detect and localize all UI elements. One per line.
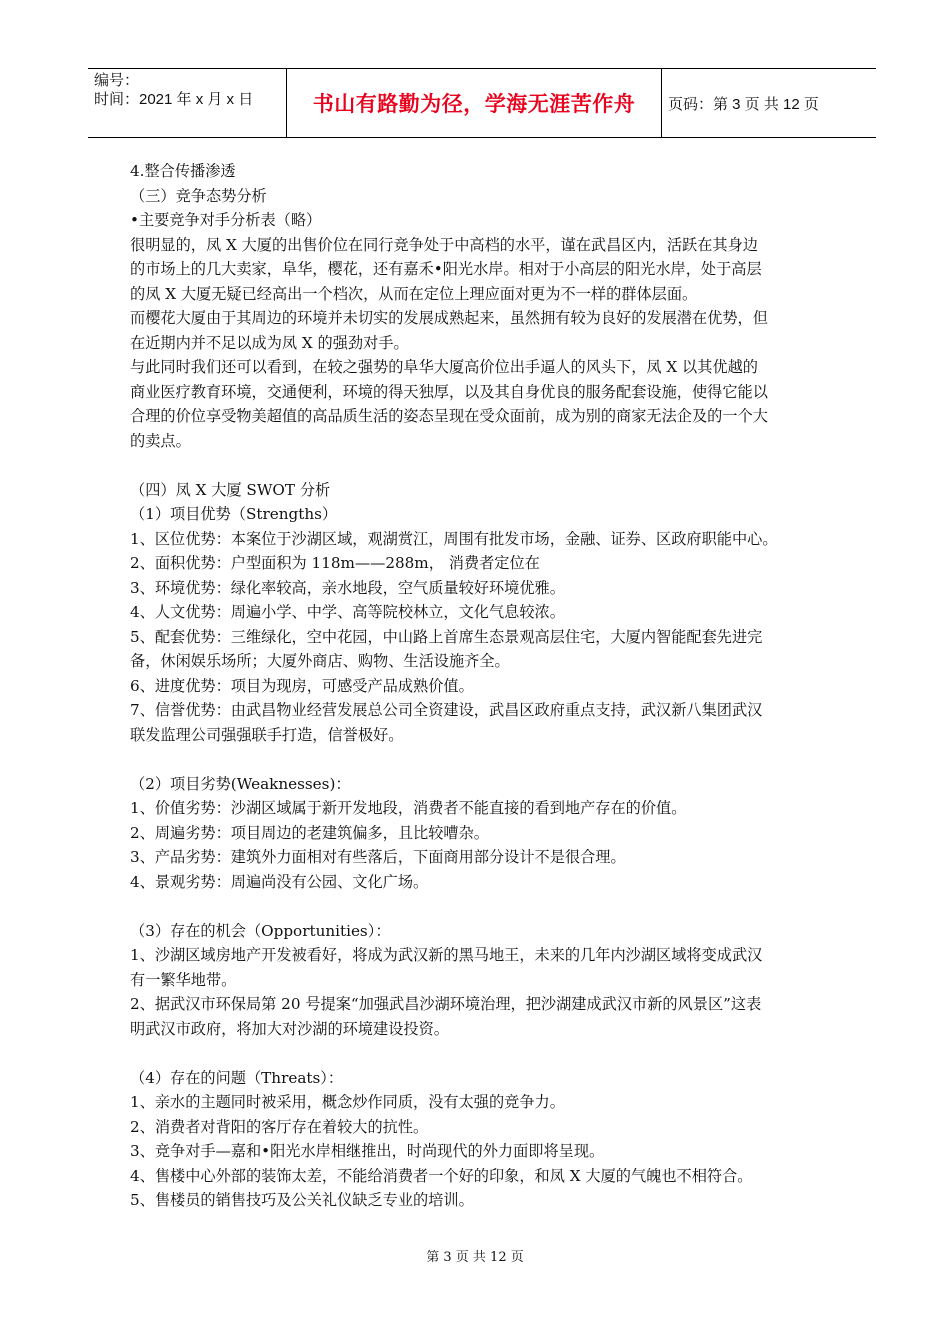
- text-line: 与此同时我们还可以看到，在较之强势的阜华大厦高价位出手逼人的风头下，凤 X 以其优越的: [130, 358, 758, 376]
- text-line: 6、进度优势：项目为现房，可感受产品成熟价值。: [130, 676, 474, 695]
- text-line: 1、价值劣势：沙湖区域属于新开发地段，消费者不能直接的看到地产存在的价值。: [130, 799, 687, 817]
- body-text: [130, 159, 836, 1213]
- text-line: 的凤 X 大厦无疑已经高出一个档次，从而在定位上理应面对更为不一样的群体层面。: [130, 284, 698, 303]
- text-line: （三）竞争态势分析: [130, 186, 267, 205]
- blank-line: [130, 747, 836, 772]
- text-line: 5、售楼员的销售技巧及公关礼仪缺乏专业的培训。: [130, 1191, 474, 1209]
- text-line: （3）存在的机会（Opportunities）：: [130, 921, 391, 940]
- text-line: 2、面积优势：户型面积为 118m——288m， 消费者定位在: [130, 554, 540, 572]
- text-line: 5、配套优势：三维绿化，空中花园，中山路上首席生态景观高层住宅，大厦内智能配套先进完: [130, 627, 763, 646]
- text-line: （四）凤 X 大厦 SWOT 分析: [130, 480, 331, 499]
- text-line: 的市场上的几大卖家，阜华，樱花，还有嘉禾•阳光水岸。相对于小高层的阳光水岸，处于高层: [130, 260, 762, 278]
- text-line: 4.整合传播渗透: [130, 162, 236, 180]
- blank-line: [130, 894, 836, 919]
- text-line: 4、景观劣势：周遍尚没有公园、文化广场。: [130, 872, 429, 891]
- text-line: 1、沙湖区域房地产开发被看好，将成为武汉新的黑马地王，未来的几年内沙湖区域将变成武汉: [130, 946, 763, 964]
- header-meta: [94, 71, 284, 109]
- header-page-number: 页码：第 3 页 共 12 页: [668, 95, 819, 113]
- text-line: （2）项目劣势(Weaknesses)：: [130, 774, 351, 793]
- text-line: 2、据武汉市环保局第 20 号提案“加强武昌沙湖环境治理，把沙湖建成武汉市新的风景区”这表: [130, 995, 762, 1013]
- text-line: 商业医疗教育环境，交通便利，环境的得天独厚，以及其自身优良的服务配套设施，使得它能以: [130, 382, 768, 401]
- page-header: [88, 68, 876, 138]
- text-line: 很明显的，凤 X 大厦的出售价位在同行竞争处于中高档的水平，谨在武昌区内，活跃在其身边: [130, 235, 758, 254]
- text-line: 1、区位优势：本案位于沙湖区域，观湖赏江，周围有批发市场，金融、证券、区政府职能中心。: [130, 529, 778, 548]
- text-line: 备，休闲娱乐场所；大厦外商店、购物、生活设施齐全。: [130, 652, 510, 670]
- header-motto-cell: [286, 69, 662, 137]
- text-line: 的卖点。: [130, 431, 191, 450]
- text-line: 1、亲水的主题同时被采用，概念炒作同质，没有太强的竞争力。: [130, 1093, 565, 1111]
- text-line: 在近期内并不足以成为凤 X 的强劲对手。: [130, 333, 409, 352]
- text-line: 而樱花大厦由于其周边的环境并未切实的发展成熟起来，虽然拥有较为良好的发展潜在优势，但: [130, 309, 768, 327]
- text-line: •主要竞争对手分析表（略）: [130, 211, 322, 229]
- text-line: 3、产品劣势：建筑外力面相对有些落后，下面商用部分设计不是很合理。: [130, 848, 626, 866]
- blank-line: [130, 1041, 836, 1066]
- text-line: 明武汉市政府，将加大对沙湖的环境建设投资。: [130, 1019, 449, 1038]
- text-line: （4）存在的问题（Threats）：: [130, 1068, 344, 1087]
- text-line: 2、消费者对背阳的客厅存在着较大的抗性。: [130, 1117, 429, 1136]
- text-line: 合理的价位享受物美超值的高品质生活的姿态呈现在受众面前，成为别的商家无法企及的一个大: [130, 407, 768, 425]
- text-line: （1）项目优势（Strengths）: [130, 505, 338, 523]
- text-line: 有一繁华地带。: [130, 970, 237, 989]
- text-line: 3、竞争对手—嘉和•阳光水岸相继推出，时尚现代的外力面即将呈现。: [130, 1142, 605, 1160]
- text-line: 2、周遍劣势：项目周边的老建筑偏多，且比较嘈杂。: [130, 823, 489, 842]
- page-footer: 第 3 页 共 12 页: [426, 1250, 524, 1265]
- text-line: 4、售楼中心外部的装饰太差，不能给消费者一个好的印象，和凤 X 大厦的气魄也不相符合。: [130, 1166, 753, 1185]
- text-line: 3、环境优势：绿化率较高，亲水地段，空气质量较好环境优雅。: [130, 578, 565, 597]
- header-motto: 书山有路勤为径，学海无涯苦作舟: [312, 92, 636, 116]
- text-line: 4、人文优势：周遍小学、中学、高等院校林立，文化气息较浓。: [130, 603, 565, 621]
- text-line: 7、信誉优势：由武昌物业经营发展总公司全资建设，武昌区政府重点支持，武汉新八集团武汉: [130, 701, 763, 719]
- header-time: 时间：2021 年 x 月 x 日: [94, 91, 254, 108]
- text-line: 联发监理公司强强联手打造，信誉极好。: [130, 725, 404, 744]
- blank-line: [130, 453, 836, 478]
- header-number: 编号：: [94, 72, 140, 89]
